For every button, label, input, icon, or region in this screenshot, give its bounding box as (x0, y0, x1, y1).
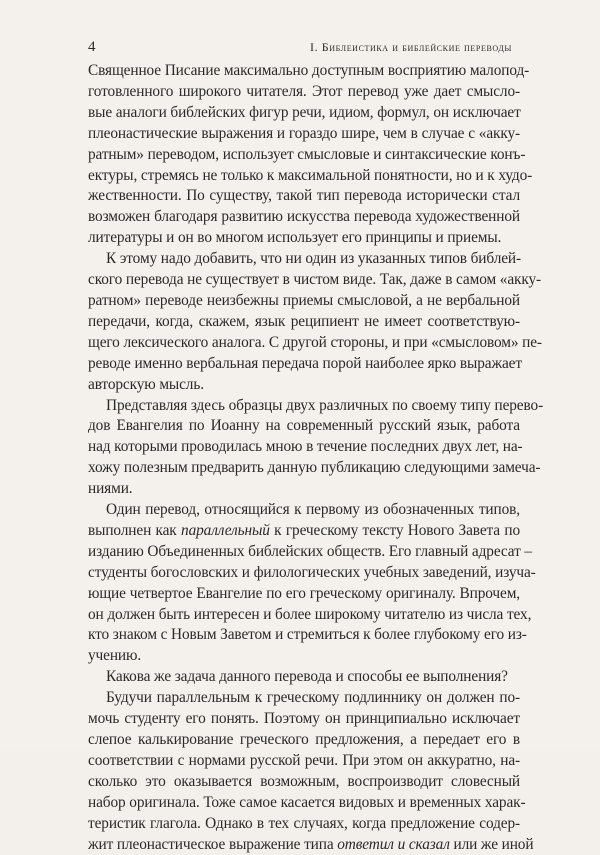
text-line: К этому надо добавить, что ни один из указанных типов библей- (106, 250, 522, 268)
paragraph-6 (88, 688, 534, 855)
text-line (88, 521, 520, 542)
italic-term: параллельный (181, 521, 270, 539)
text-line: хожу полезным предварить данную публикацию следующими замеча- (88, 459, 541, 477)
text-line: авторскую мысль. (88, 375, 204, 393)
text-line: ратном» переводе неизбежны приемы смысловой, а не вербальной (88, 291, 520, 309)
text-segment: жит плеонастическое выражение типа (88, 835, 338, 853)
text-line: над которыми проводилась мною в течение последних двух лет, на- (88, 438, 523, 456)
text-line: он должен быть интересен и более широкому читателю из числа тех, (88, 605, 532, 623)
text-line: возможен благодаря развитию искусства перевода художественной (88, 208, 520, 226)
text-line: щего лексического аналога. С другой стороны, и при «смысловом» пе- (88, 333, 542, 351)
text-line: соответствии с нормами русской речи. При этом он аккуратно, на- (88, 751, 520, 769)
paragraph-3 (88, 396, 544, 501)
text-line: сколько это оказывается возможным, воспроизводит словесный (88, 772, 520, 790)
text-line: кто знаком с Новым Заветом и стремиться к более глубокому его из- (88, 626, 527, 644)
text-line: ского перевода не существует в чистом виде. Так, даже в самом «акку- (88, 271, 542, 289)
text-line (88, 835, 534, 855)
text-line: студенты богословских и филологических учебных заведений, изучa- (88, 563, 536, 581)
text-segment: или же иной (449, 835, 534, 853)
text-line: слепое калькирование греческого предложения, а передает его в (88, 731, 520, 748)
text-line: дов Евангелия по Иоанну на современный русский язык, работа (88, 417, 520, 435)
text-line: набор оригинала. Тоже самое касается видовых и временных харак- (88, 793, 526, 811)
text-line: теристик глагола. Однако в тех случаях, когда предложение содер- (88, 814, 520, 832)
paragraph-5 (88, 667, 520, 688)
page-number: 4 (88, 39, 96, 55)
running-head: I. Библеистика и библейские переводы (310, 40, 512, 54)
text-line: ектуры, стремясь не только к максимальной понятности, но и к худо- (88, 166, 533, 184)
text-line: Какова же задача данного перевода и способы ее выполнения? (106, 668, 508, 686)
text-line: Будучи параллельным к греческому подлиннику он должен по- (106, 689, 520, 707)
text-line: Священное Писание максимально доступным восприятию малопод- (88, 62, 530, 79)
paragraph-2 (88, 249, 542, 395)
text-line: плеонастические выражения и гораздо шире, чем в случае с «акку- (88, 124, 520, 142)
body-text (88, 61, 544, 855)
text-line: передачи, когда, скажем, язык реципиент не имеет соответствую- (88, 312, 520, 330)
text-line: ниями. (88, 480, 133, 498)
paragraph-1 (88, 61, 533, 249)
text-line: вые аналоги библейских фигур речи, идиом, формул, он исключает (88, 103, 521, 121)
text-line: Представляя здесь образцы двух различных по своему типу перево- (106, 396, 544, 414)
page-header (88, 39, 520, 55)
text-line: Один перевод, относящийся к первому из обозначенных типов, (106, 501, 520, 519)
text-line: учению. (88, 647, 142, 665)
text-segment: к греческому тексту Нового Завета по (269, 521, 520, 539)
text-line: изданию Объединенных библейских обществ. Его главный адресат – (88, 542, 532, 560)
paragraph-4 (88, 500, 536, 667)
text-line: литературы и он во многом использует его принципы и приемы. (88, 229, 502, 247)
text-line: мочь студенту его понять. Поэтому он принципиально исключает (88, 710, 520, 728)
text-line: готовленного широкого читателя. Этот перевод уже дает смысло- (88, 82, 520, 100)
text-segment: выполнен как (88, 521, 182, 539)
text-line: ратным» переводом, использует смысловые и синтаксические конъ- (88, 145, 526, 163)
italic-term: ответил и сказал (337, 835, 450, 853)
text-line: реводе именно вербальная передача порой наиболее ярко выражает (88, 354, 522, 372)
text-line: ющие четвертое Евангелие по его греческому оригиналу. Впрочем, (88, 584, 520, 602)
text-line: жественности. По существу, такой тип перевода исторически стал (88, 187, 520, 205)
